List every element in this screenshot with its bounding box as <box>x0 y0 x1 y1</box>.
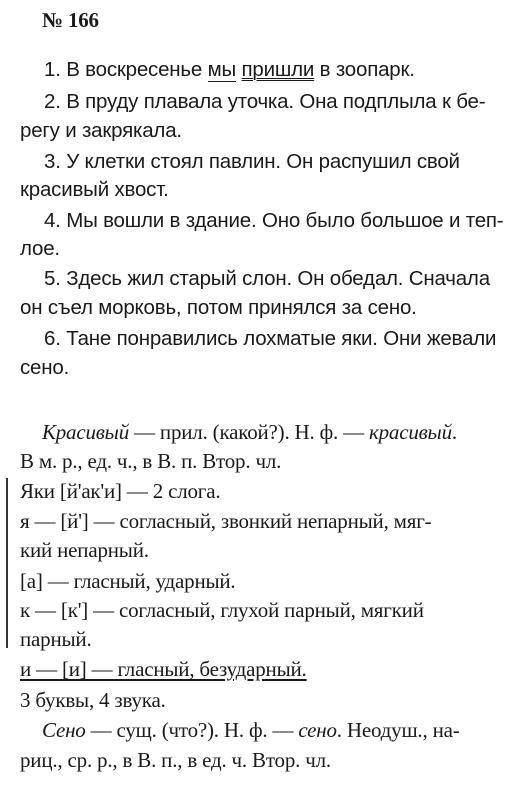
analysis-a-line: [а] — гласный, ударный. <box>20 569 236 593</box>
exercise-number: № 166 <box>42 8 99 32</box>
sentence-4-line-2: лое. <box>20 237 60 260</box>
analysis-krasivy-line-2: В м. р., ед. ч., в В. п. Втор. чл. <box>20 449 282 473</box>
sentence-3-line-1: 3. У клетки стоял павлин. Он распушил свой <box>44 150 460 173</box>
analysis-k-line-1: к — [к'] — согласный, глухой парный, мягкий <box>20 598 424 622</box>
sentence-1-predicate: пришли <box>241 58 315 81</box>
analysis-krasivy-end: . <box>451 420 457 444</box>
margin-bar <box>6 478 8 648</box>
analysis-k-line-2: парный. <box>20 627 92 651</box>
sentence-6-line-1: 6. Тане понравились лохматые яки. Они жевали <box>44 327 497 350</box>
analysis-krasivy-nf: красивый <box>368 420 452 444</box>
analysis-krasivy-mid: — прил. (какой?). Н. ф. — <box>129 420 369 444</box>
analysis-seno-word: Сено <box>42 718 86 742</box>
sentence-3-line-2: красивый хвост. <box>20 178 169 201</box>
sentence-1-post: в зоопарк. <box>314 58 415 81</box>
sentence-1 <box>44 58 415 82</box>
analysis-count-line: 3 буквы, 4 звука. <box>20 688 166 712</box>
analysis-i-line: и — [и] — гласный, безударный. <box>20 657 307 681</box>
sentence-4-line-1: 4. Мы вошли в здание. Оно было большое и теп- <box>44 209 504 232</box>
analysis-yaki-line: Яки [й'ак'и] — 2 слога. <box>20 479 221 503</box>
analysis-ya-line-1: я — [й'] — согласный, звонкий непарный, мяг- <box>20 509 432 533</box>
analysis-seno-line-2: риц., ср. р., в В. п., в ед. ч. Втор. чл. <box>20 748 331 772</box>
sentence-1-subject: мы <box>207 58 237 81</box>
analysis-seno-nf: сено <box>298 718 337 742</box>
sentence-6-line-2: сено. <box>20 356 70 379</box>
sentence-2-line-2: регу и закрякала. <box>20 119 182 142</box>
analysis-seno-end: . Неодуш., на- <box>336 718 460 742</box>
analysis-krasivy-word: Красивый <box>42 420 130 444</box>
analysis-krasivy-line-1 <box>42 420 457 444</box>
sentence-5-line-1: 5. Здесь жил старый слон. Он обедал. Сначала <box>44 267 490 290</box>
sentence-5-line-2: он съел морковь, потом принялся за сено. <box>20 296 417 319</box>
analysis-seno-mid: — сущ. (что?). Н. ф. — <box>85 718 299 742</box>
analysis-seno-line-1 <box>42 718 460 742</box>
sentence-2-line-1: 2. В пруду плавала уточка. Она подплыла к бе- <box>44 90 486 113</box>
sentence-1-pre: 1. В воскресенье <box>44 58 208 81</box>
analysis-ya-line-2: кий непарный. <box>20 538 149 562</box>
